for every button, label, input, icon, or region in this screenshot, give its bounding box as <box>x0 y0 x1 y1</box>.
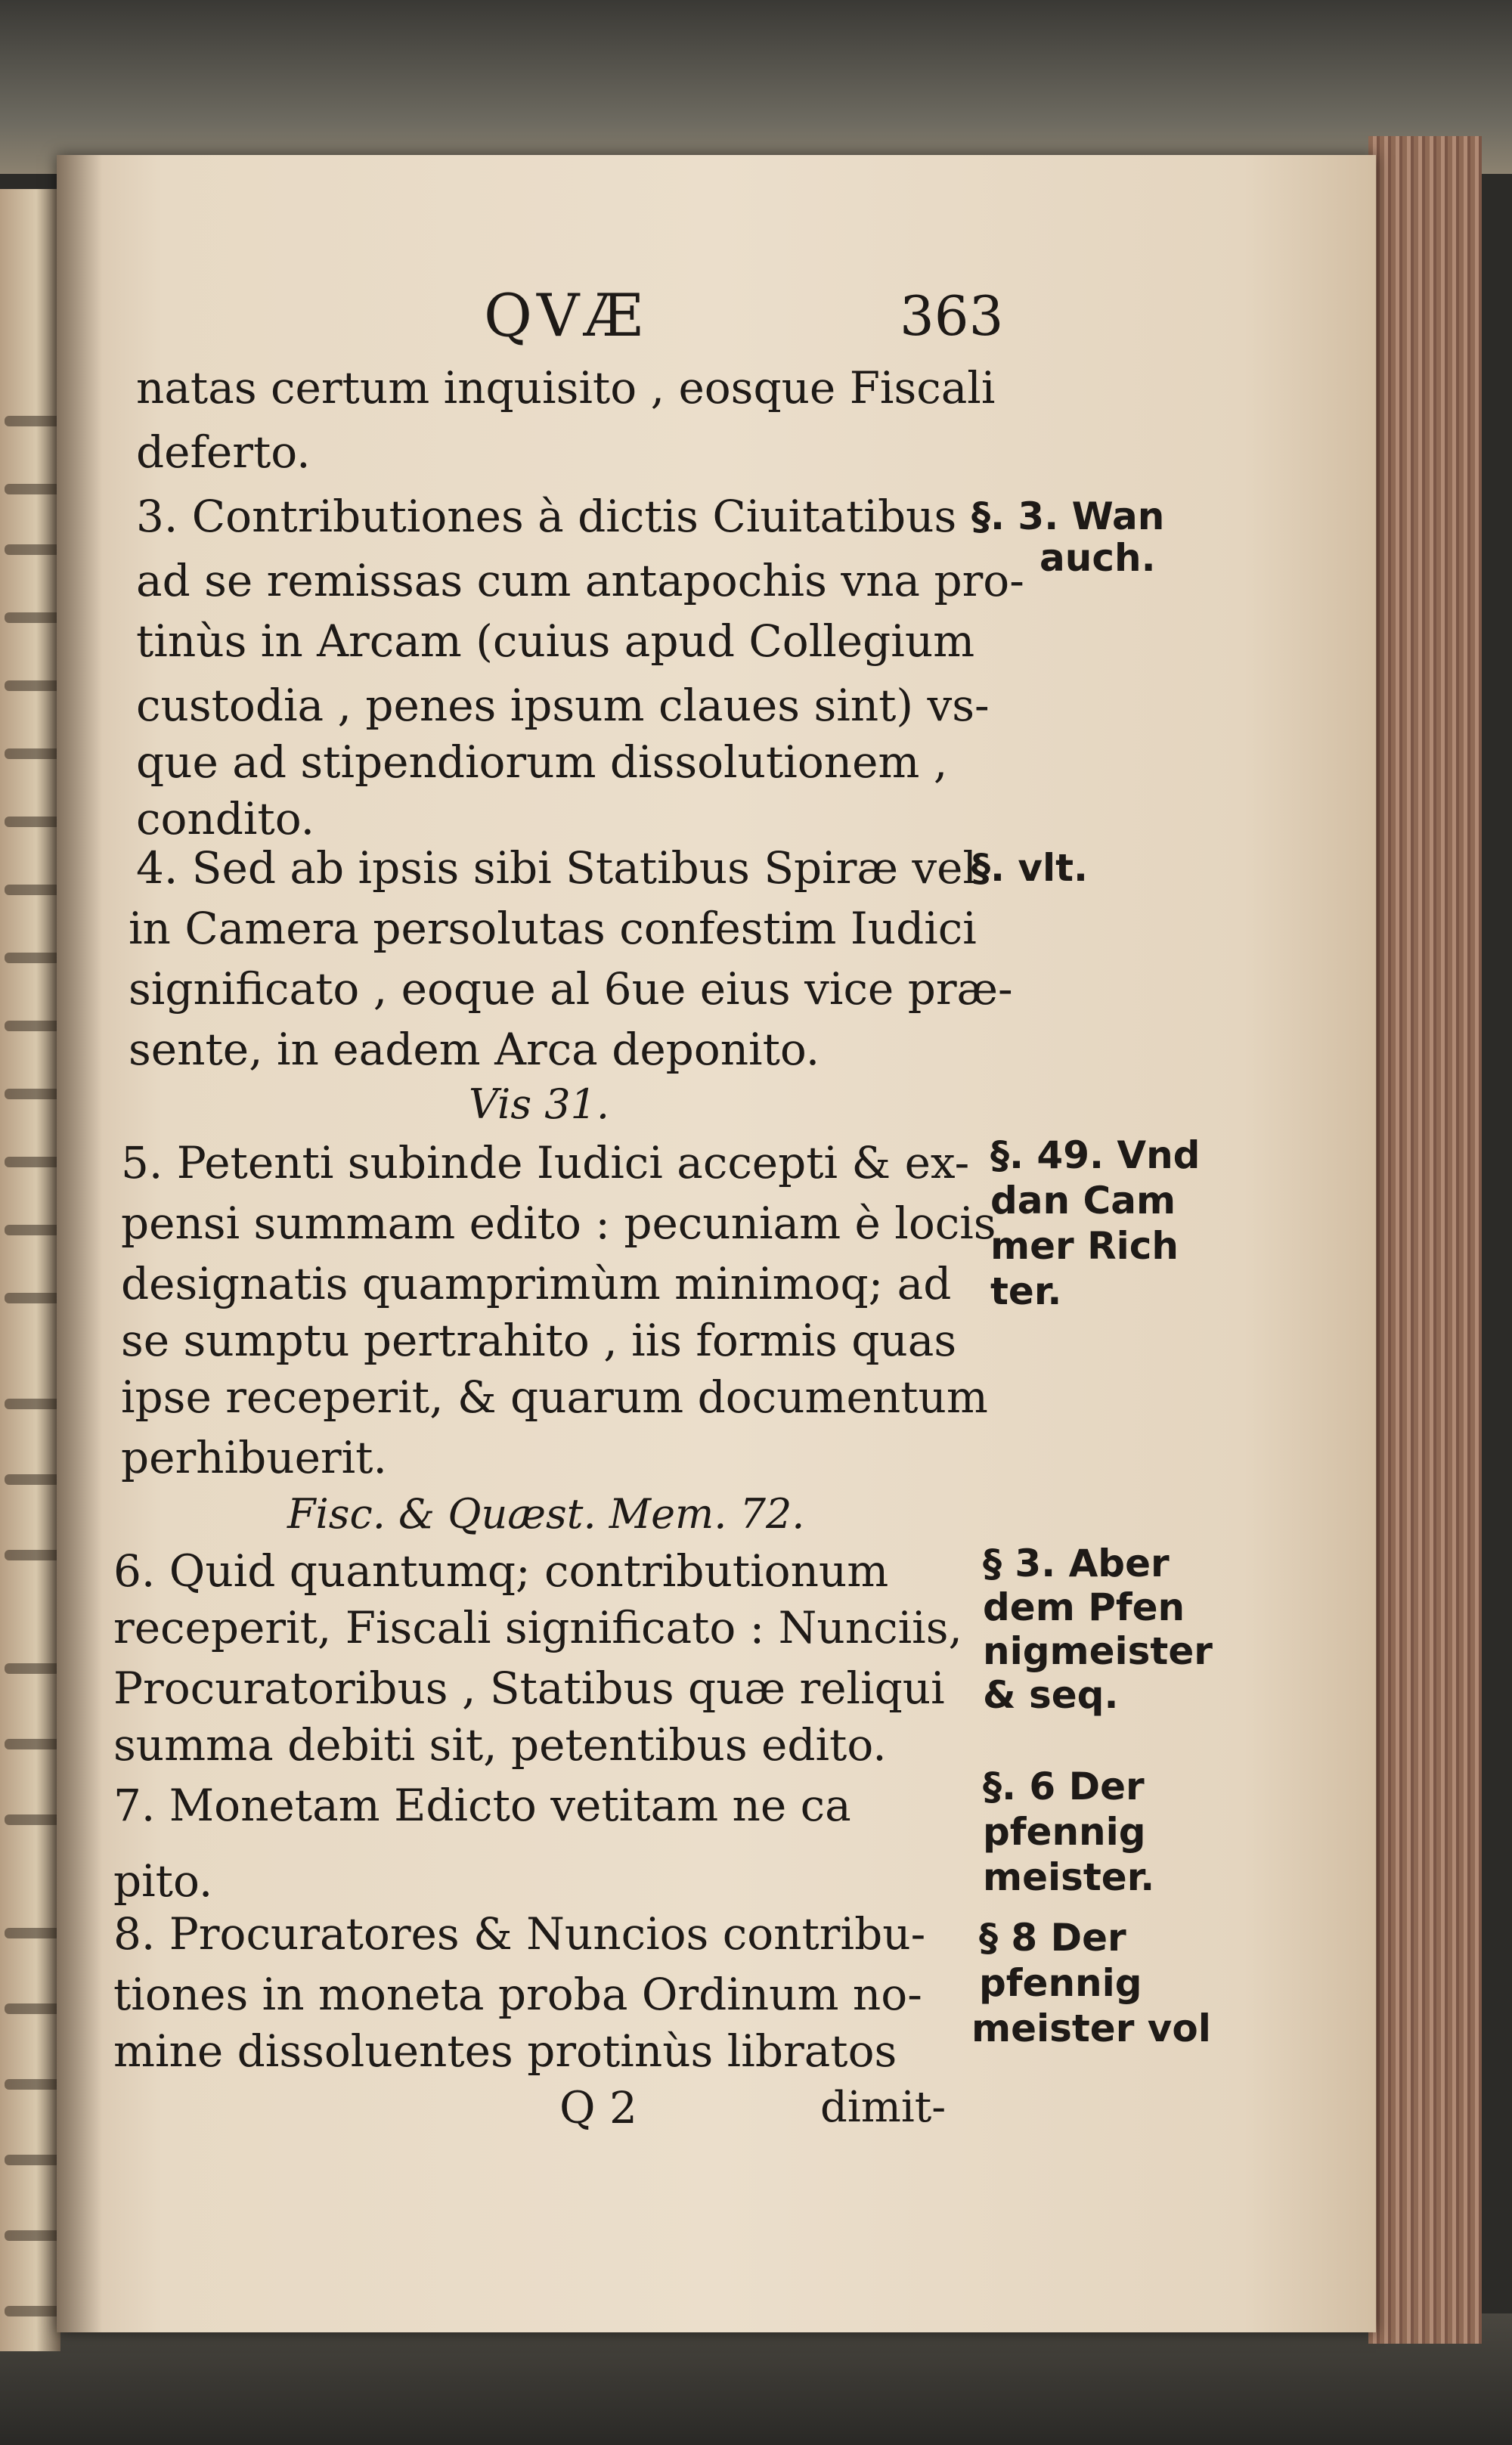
running-head: QVÆ <box>484 282 648 350</box>
spine-shadow <box>57 155 102 2332</box>
text-line: mine dissoluentes protinùs libratos <box>113 2025 897 2077</box>
margin-note: §. 6 Der <box>983 1765 1145 1808</box>
text-line: summa debiti sit, petentibus edito. <box>113 1719 887 1771</box>
margin-note: mer Rich <box>990 1224 1179 1268</box>
text-line: 5. Petenti subinde Iudici accepti & ex- <box>121 1137 970 1188</box>
signature-mark: Q 2 <box>559 2082 637 2134</box>
margin-note: §. 49. Vnd <box>990 1133 1201 1177</box>
margin-note: § 3. Aber <box>983 1542 1170 1585</box>
text-line: tiones in moneta proba Ordinum no- <box>113 1969 922 2020</box>
background-bottom <box>0 2313 1512 2445</box>
margin-note: dem Pfen <box>983 1585 1185 1629</box>
text-line: pito. <box>113 1855 213 1907</box>
text-line: ipse receperit, & quarum documentum <box>121 1371 988 1423</box>
text-line: sente, in eadem Arca deponito. <box>129 1024 820 1075</box>
margin-note: § 8 Der <box>979 1916 1126 1960</box>
text-line: in Camera persolutas confestim Iudici <box>129 903 977 954</box>
text-line: 3. Contributiones à dictis Ciuitatibus <box>136 491 957 542</box>
margin-note: auch. <box>1040 536 1156 580</box>
margin-note: nigmeister <box>983 1629 1213 1673</box>
text-line: significato , eoque al 6ue eius vice præ- <box>129 963 1013 1015</box>
text-line: receperit, Fiscali significato : Nunciis, <box>113 1602 962 1653</box>
text-line: perhibuerit. <box>121 1432 387 1483</box>
text-line: 4. Sed ab ipsis sibi Statibus Spiræ vel <box>136 842 978 894</box>
page-number: 363 <box>900 284 1004 348</box>
margin-note: §. 3. Wan <box>971 494 1165 538</box>
text-line: 6. Quid quantumq; contributionum <box>113 1545 889 1597</box>
left-page-edge <box>0 189 60 2351</box>
background-top <box>0 0 1512 174</box>
text-line: designatis quamprimùm minimoq; ad <box>121 1258 952 1309</box>
text-line: natas certum inquisito , eosque Fiscali <box>136 362 996 414</box>
margin-note: meister. <box>983 1855 1155 1899</box>
margin-note: & seq. <box>983 1673 1119 1717</box>
catchword: dimit- <box>820 2083 947 2132</box>
margin-note: meister vol <box>971 2007 1211 2050</box>
text-line: pensi summam edito : pecuniam è locis <box>121 1198 996 1249</box>
margin-note: pfennig <box>983 1810 1146 1854</box>
text-line: deferto. <box>136 426 311 478</box>
page-stack-edge <box>1368 136 1482 2344</box>
text-line: 8. Procuratores & Nuncios contribu- <box>113 1908 926 1960</box>
citation: Vis 31. <box>469 1080 610 1128</box>
text-line: Procuratoribus , Statibus quæ reliqui <box>113 1663 945 1714</box>
margin-note: §. vlt. <box>971 846 1089 890</box>
text-line: se sumptu pertrahito , iis formis quas <box>121 1315 957 1366</box>
text-line: tinùs in Arcam (cuius apud Collegium <box>136 615 975 667</box>
text-line: ad se remissas cum antapochis vna pro- <box>136 555 1024 606</box>
citation: Fisc. & Quæst. Mem. 72. <box>287 1490 805 1538</box>
margin-note: dan Cam <box>990 1179 1176 1222</box>
margin-note: pfennig <box>979 1961 1142 2005</box>
text-line: custodia , penes ipsum claues sint) vs- <box>136 680 990 731</box>
text-line: condito. <box>136 793 315 844</box>
text-line: que ad stipendiorum dissolutionem , <box>136 736 948 788</box>
text-line: 7. Monetam Edicto vetitam ne ca <box>113 1780 851 1831</box>
margin-note: ter. <box>990 1269 1062 1313</box>
